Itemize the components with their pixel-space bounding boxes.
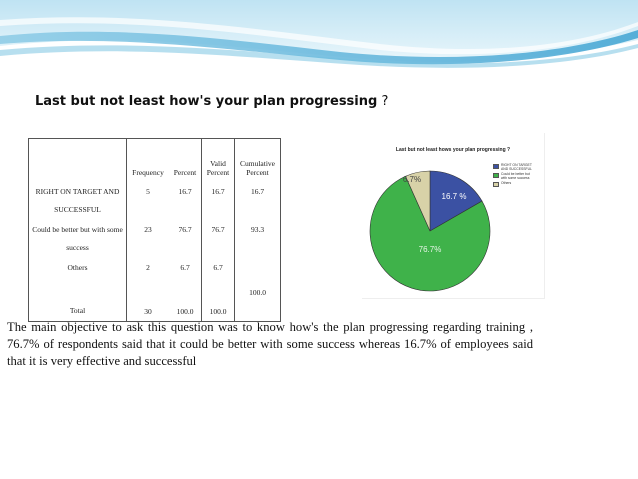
row-valid-percent: 16.7 <box>202 181 235 219</box>
row-frequency: 2 <box>146 263 150 272</box>
description-paragraph: The main objective to ask this question was to know how's the plan progressing regarding training , 76.7% of respondents said that it could be better with some success whereas 16.7% of employees said that it is very effective and successful <box>7 320 533 368</box>
row-percent: 76.7 <box>178 225 192 234</box>
question-mark: ? <box>377 94 389 109</box>
pie-slice-label: 76.7% <box>418 245 442 254</box>
row-frequency: 5 <box>146 187 150 196</box>
chart-legend <box>493 163 533 188</box>
row-valid-percent: 76.7 <box>202 219 235 257</box>
header-wave-banner <box>0 0 638 72</box>
legend-swatch <box>493 173 499 178</box>
legend-item <box>493 181 533 187</box>
table-row <box>29 219 281 257</box>
row-cumulative-percent: 100.0 <box>235 257 281 301</box>
row-frequency: 30 <box>127 301 170 322</box>
row-percent: 6.7 <box>180 263 190 272</box>
question-text: Last but not least how's your plan progressing <box>35 94 378 109</box>
pie-chart <box>362 133 544 298</box>
header-percent: Percent <box>169 139 202 182</box>
chart-title: Last but not least hows your plan progressing ? <box>395 147 511 153</box>
pie-chart-panel <box>362 133 545 299</box>
question-heading <box>35 94 388 109</box>
row-cumulative-percent: 16.7 <box>235 181 281 219</box>
row-valid-percent: 6.7 <box>202 257 235 301</box>
pie-slice-label: 16.7 % <box>441 192 467 201</box>
table-header-row <box>29 139 281 182</box>
row-label: Could be better but with some success <box>29 219 127 257</box>
header-blank <box>29 139 127 182</box>
row-percent: 100.0 <box>169 301 202 322</box>
legend-label: Could be better but with some success <box>501 172 530 180</box>
row-valid-percent: 100.0 <box>202 301 235 322</box>
row-label: Others <box>29 257 127 301</box>
legend-swatch <box>493 164 499 169</box>
legend-item <box>493 163 533 171</box>
table-row <box>29 257 281 301</box>
row-percent: 16.7 <box>178 187 192 196</box>
row-label: Total <box>29 301 127 322</box>
frequency-table <box>28 138 281 322</box>
legend-label: Others <box>501 181 512 185</box>
legend-item <box>493 172 533 180</box>
legend-swatch <box>493 182 499 187</box>
row-label: RIGHT ON TARGET AND SUCCESSFUL <box>29 181 127 219</box>
header-valid-percent: Valid Percent <box>202 139 235 182</box>
legend-label: RIGHT ON TARGET AND SUCCESSFUL <box>501 163 532 171</box>
table-row <box>29 181 281 219</box>
row-cumulative-percent: 93.3 <box>235 219 281 257</box>
row-frequency: 23 <box>144 225 152 234</box>
pie-slice-label: 6.7% <box>402 175 422 184</box>
header-cumulative-percent: Cumulative Percent <box>235 139 281 182</box>
header-frequency: Frequency <box>127 139 170 182</box>
